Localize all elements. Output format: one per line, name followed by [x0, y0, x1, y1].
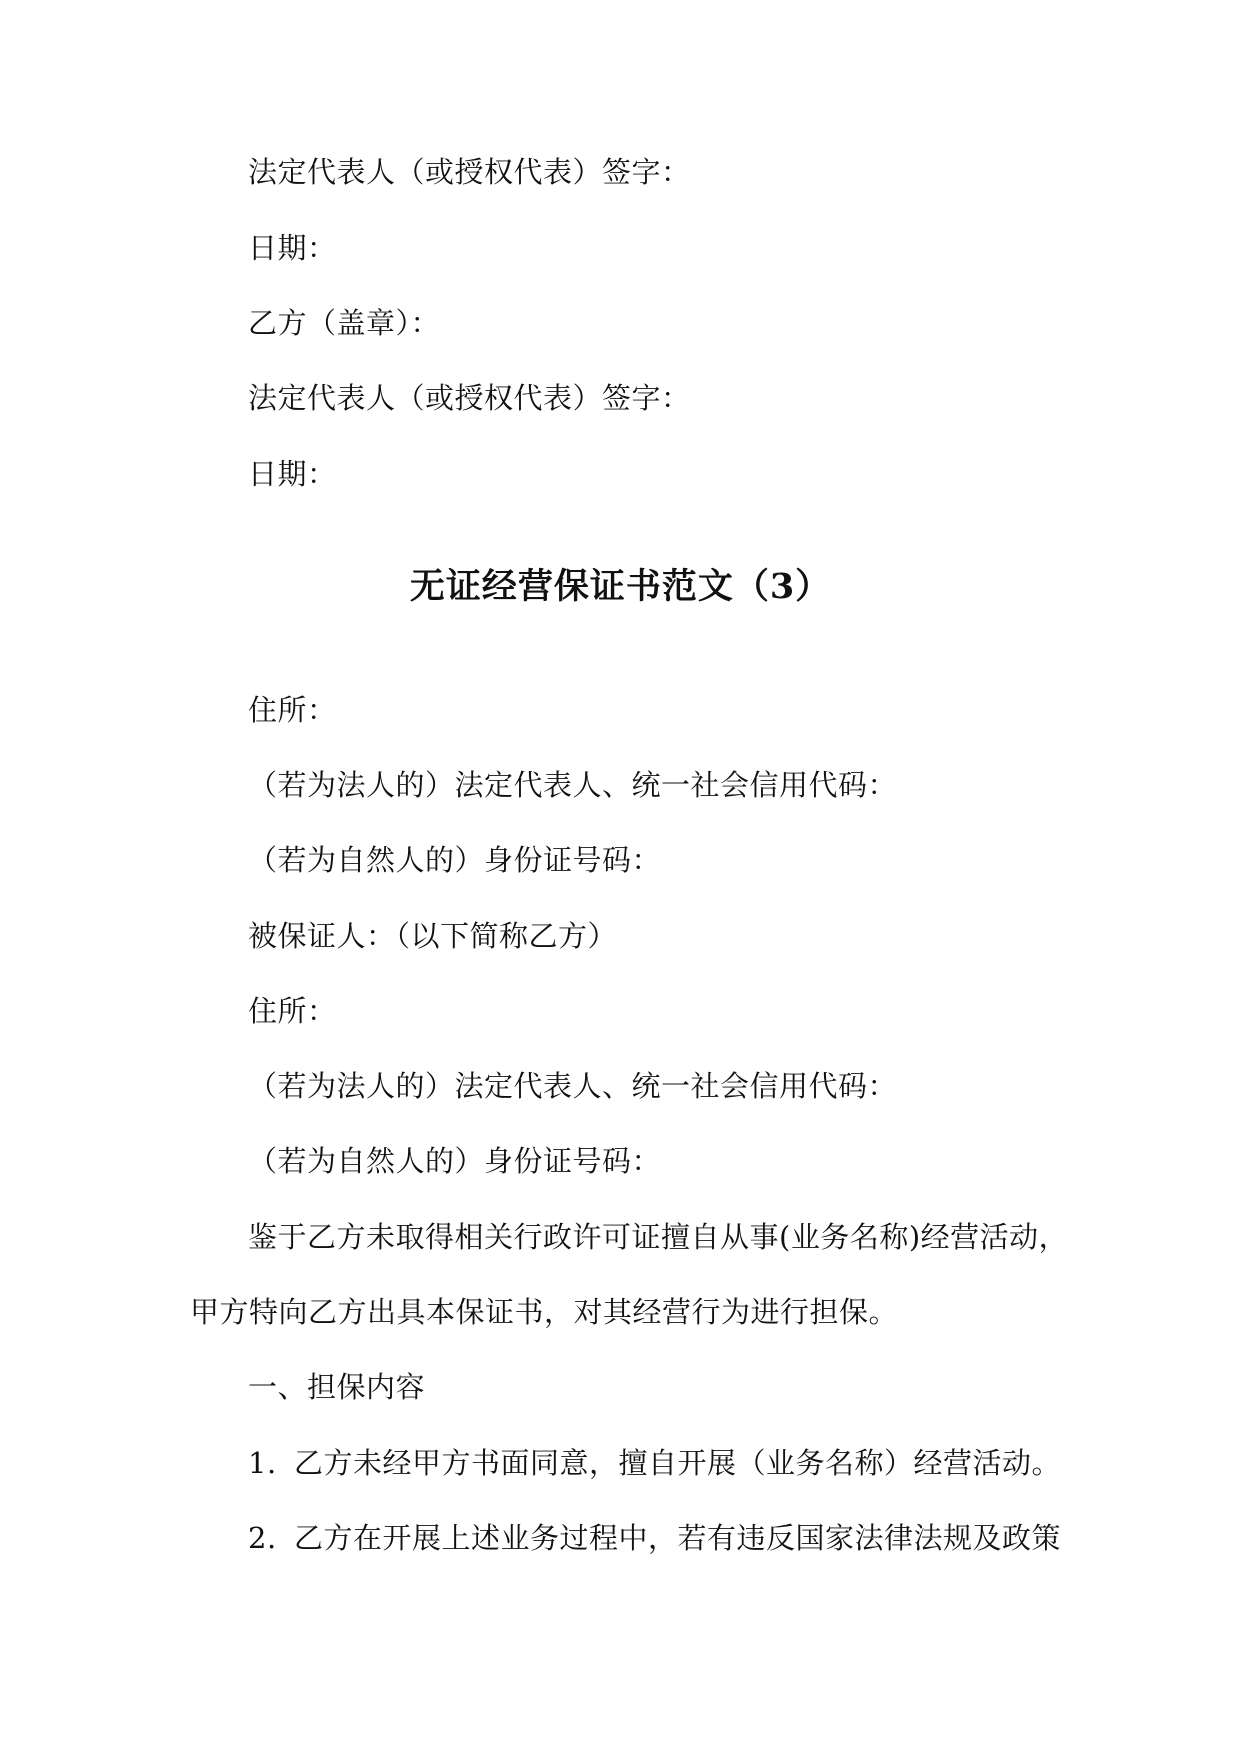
document-title: 无证经营保证书范文（3）: [409, 566, 832, 607]
date-line-1: 日期：: [248, 231, 337, 265]
address-line-2: 住所：: [248, 994, 337, 1028]
preamble-line-2: 甲方特向乙方出具本保证书，对其经营行为进行担保。: [190, 1295, 899, 1329]
list-item-number: 2.: [248, 1521, 277, 1555]
list-item-text: 乙方在开展上述业务过程中，若有违反国家法律法规及政策: [294, 1521, 1062, 1555]
address-line-1: 住所：: [248, 693, 337, 727]
list-item-text: 乙方未经甲方书面同意，擅自开展（业务名称）经营活动。: [294, 1446, 1062, 1480]
section-heading: 一、担保内容: [248, 1370, 426, 1404]
legal-person-code-line-1: （若为法人的）法定代表人、统一社会信用代码：: [248, 768, 898, 802]
party-b-seal-line: 乙方（盖章）：: [248, 306, 441, 340]
date-line-2: 日期：: [248, 457, 337, 491]
list-item: [248, 1443, 1061, 1483]
legal-person-code-line-2: （若为法人的）法定代表人、统一社会信用代码：: [248, 1069, 898, 1103]
list-item-number: 1.: [248, 1446, 277, 1480]
legal-rep-signature-line-1: 法定代表人（或授权代表）签字：: [248, 155, 691, 189]
list-item: [248, 1518, 1061, 1558]
legal-rep-signature-line-2: 法定代表人（或授权代表）签字：: [248, 381, 691, 415]
natural-person-id-line-2: （若为自然人的）身份证号码：: [248, 1144, 662, 1178]
natural-person-id-line-1: （若为自然人的）身份证号码：: [248, 843, 662, 877]
preamble-line-1: 鉴于乙方未取得相关行政许可证擅自从事(业务名称)经营活动，: [248, 1220, 1069, 1254]
guaranteed-party-line: 被保证人：（以下简称乙方）: [248, 919, 618, 953]
